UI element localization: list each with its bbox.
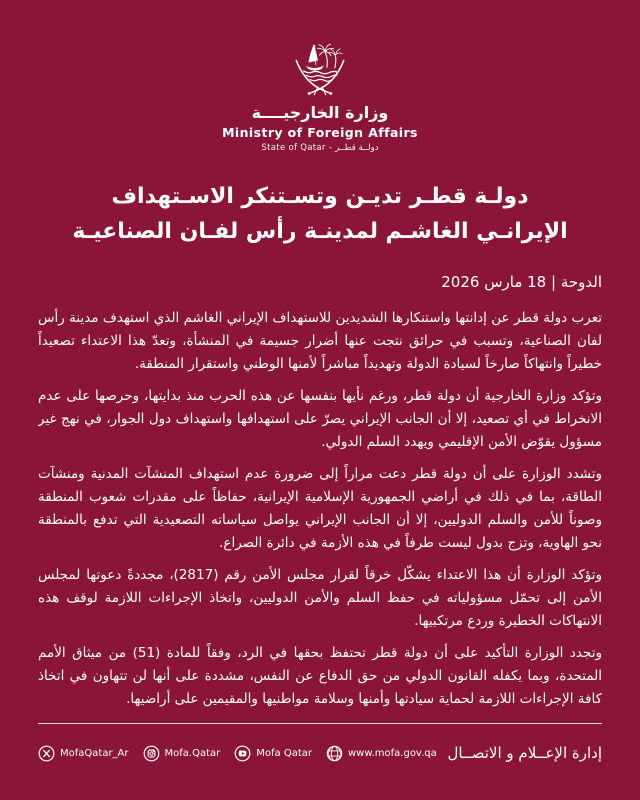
social-handle: Mofa Qatar [256, 747, 312, 759]
ministry-name-arabic: وزارة الخارجيــــة [251, 103, 389, 122]
ministry-name-english: Ministry of Foreign Affairs [222, 125, 418, 140]
instagram-icon [143, 745, 160, 762]
paragraph: وتشدد الوزارة على أن دولة قطر دعت مراراً إلى ضرورة عدم استهداف المنشآت المدنية ومنشآت الطاقة، بما في ذلك في أراضي الجمهورية الإسلامية الإيرانية، حفاظاً على مقدرات شعوب المنطقة وصوناً للأمن والسلم الدوليين، إلا أن الجانب الإيراني يواصل سياساته التصعيدية التي تدفع بالمنطقة نحو الهاوية، وتزج بدول ليست طرفاً في هذه الأزمة في دائرة الصراع. [38, 466, 602, 551]
youtube-icon [234, 745, 251, 762]
paragraph: وتؤكد الوزارة أن هذا الاعتداء يشكّل خرقاً لقرار مجلس الأمن رقم (2817)، مجددةً دعوتها لمجلس الأمن إلى تحمّل مسؤولياته في حفظ السلم والأمن الدوليين، واتخاذ الإجراءات اللازمة لوقف هذه الانتهاكات الخطيرة وردع مرتكبيها. [38, 567, 602, 629]
social-link-instagram[interactable] [143, 745, 221, 762]
globe-icon [326, 745, 343, 762]
statement-body [38, 307, 602, 723]
department-name: إدارة الإعــلام و الاتصــال [447, 744, 602, 762]
paragraph: تعرب دولة قطر عن إدانتها واستنكارها الشديدين للاستهداف الإيراني الغاشم الذي استهدف مدينة رأس لفان الصناعية، وتسبب في حرائق نتجت عنها أضرار جسيمة في المنشأة، وتعدّ هذا الاعتداء تصعيداً خطيراً وانتهاكاً صارخاً لسيادة الدولة وتهديداً مباشراً لأمنها الوطني واستقرار المنطقة. [38, 310, 602, 372]
mofa-qatar-emblem-icon [291, 42, 349, 98]
social-handle: MofaQatar_Ar [60, 747, 129, 759]
dateline: الدوحة | 18 مارس 2026 [441, 273, 602, 291]
website-link[interactable] [326, 745, 437, 762]
state-of-qatar-line: State of Qatar - دولــة قطــر [261, 143, 379, 153]
social-links [38, 745, 437, 762]
x-twitter-icon [38, 745, 55, 762]
social-link-youtube[interactable] [234, 745, 312, 762]
statement-headline: دولـة قطـر تديـن وتسـتنكر الاسـتهداف الإيرانـي الغاشـم لمدينـة رأس لفـان الصناعيـة [72, 184, 568, 244]
social-handle: Mofa.Qatar [164, 747, 221, 759]
paragraph: وتؤكد وزارة الخارجية أن دولة قطر، ورغم نأيها بنفسها عن هذه الحرب منذ بدايتها، وحرصها على عدم الانخراط في أي تصعيد، إلا أن الجانب الإيراني يصرّ على استهدافها واستهداف دول الجوار، في نهج غير مسؤول يقوّض الأمن الإقليمي ويهدد السلم الدولي. [38, 388, 602, 450]
social-link-x-twitter[interactable] [38, 745, 129, 762]
footer [38, 723, 602, 800]
website-url: www.mofa.gov.qa [347, 747, 437, 759]
paragraph: وتجدد الوزارة التأكيد على أن دولة قطر تحتفظ بحقها في الرد، وفقاً للمادة (51) من ميثاق الأمم المتحدة، وبما يكفله القانون الدولي من حق الدفاع عن النفس، مشددة على أنها لن تتهاون في اتخاذ كافة الإجراءات اللازمة لحماية سيادتها وأمنها وسلامة مواطنيها والمقيمين على أراضيها. [38, 645, 602, 707]
ministry-logo-block [38, 42, 602, 153]
